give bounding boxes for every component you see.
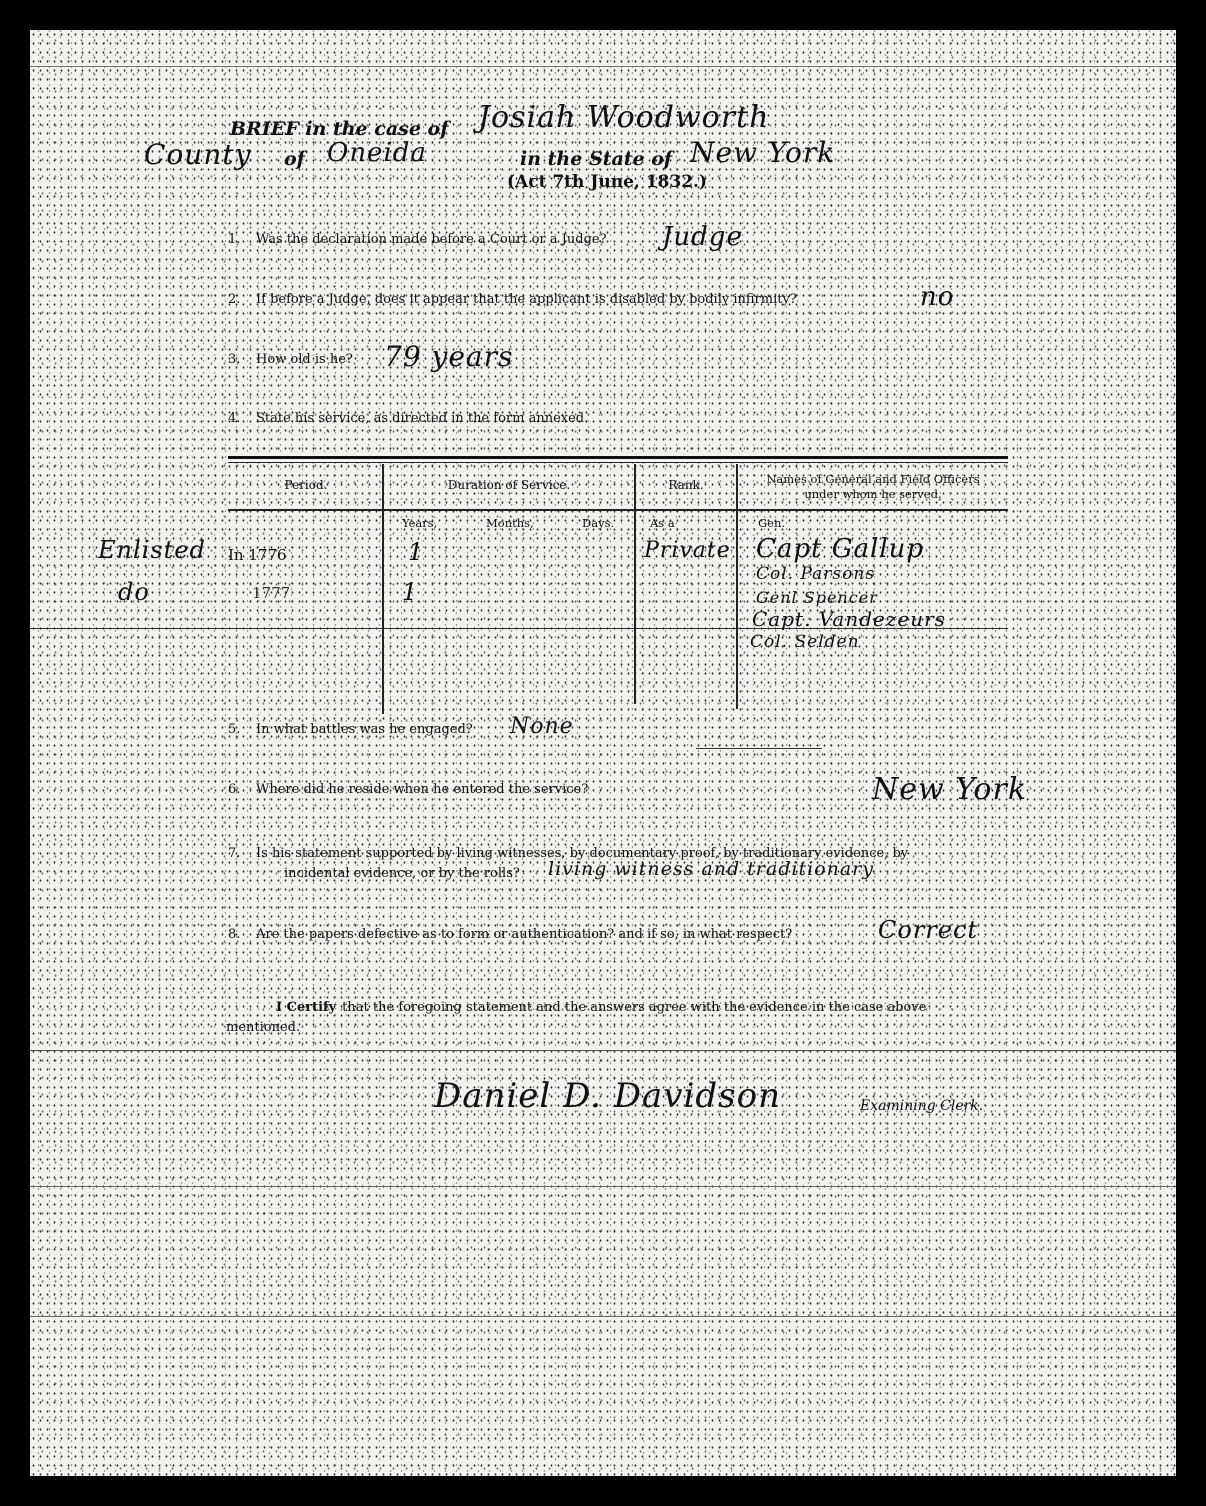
certification-text: that the foregoing statement and the answers agree with the evidence in the case above <box>342 1000 927 1015</box>
question-5-text: In what battles was he engaged? <box>256 722 473 737</box>
subheader-years: Years, <box>402 516 438 530</box>
act-line: (Act 7th June, 1832.) <box>507 172 708 192</box>
table-col-divider-2 <box>634 464 636 704</box>
certification-line-1 <box>276 1000 926 1015</box>
question-4-text: State his service, as directed in the form annexed. <box>256 411 589 426</box>
question-7-text: Is his statement supported by living witnesses, by documentary proof, by traditionary evidence, by <box>256 846 909 861</box>
officer-3: Genl Spencer <box>756 588 878 607</box>
subheader-months: Months, <box>486 516 534 530</box>
table-header-rule <box>228 509 1008 511</box>
lower-rule-2 <box>30 1316 1176 1317</box>
answer-8: Correct <box>878 916 979 944</box>
answer-7: living witness and traditionary <box>548 858 874 880</box>
top-rule <box>30 66 1176 67</box>
row-1-period: In 1776 <box>228 546 287 564</box>
question-8: 8. Are the papers defective as to form or authentication? and if so, in what respect? <box>228 927 793 942</box>
clerk-signature: Daniel D. Davidson <box>434 1076 781 1116</box>
state-prefix: in the State of <box>520 148 673 170</box>
question-5: 5. In what battles was he engaged? <box>228 722 473 737</box>
row-2-period: 1777 <box>252 584 291 602</box>
of-label: of <box>284 148 305 170</box>
certify-lead: I Certify <box>276 1000 337 1015</box>
officer-5: Col. Selden <box>750 632 860 652</box>
document-page <box>30 30 1176 1476</box>
row-1-years: 1 <box>408 538 425 566</box>
question-2: 2. If before a Judge, does it appear that the applicant is disabled by bodily infirmity? <box>228 292 797 307</box>
row-2-note: do <box>118 578 150 606</box>
certification-rule <box>30 1050 1176 1051</box>
table-top-rule <box>228 456 1008 459</box>
question-3: 3. How old is he? <box>228 352 353 367</box>
answer-1: Judge <box>662 222 743 252</box>
clerk-title: Examining Clerk. <box>860 1098 984 1114</box>
question-6-text: Where did he reside when he entered the service? <box>256 782 589 797</box>
subheader-gen: Gen. <box>758 516 786 530</box>
q5-rule <box>696 748 822 749</box>
claimant-name: Josiah Woodworth <box>478 100 770 135</box>
answer-2: no <box>920 282 955 312</box>
header-period: Period. <box>284 478 328 492</box>
question-8-text: Are the papers defective as to form or authentication? and if so, in what respect? <box>256 927 793 942</box>
subheader-as-a: As a <box>650 516 675 530</box>
officer-1: Capt Gallup <box>756 534 925 564</box>
question-1-text: Was the declaration made before a Court or a Judge? <box>256 232 607 247</box>
row-1-note: Enlisted <box>98 536 206 564</box>
table-top-rule-2 <box>228 462 1008 463</box>
header-officers-line1: Names of General and Field Officers <box>766 472 980 486</box>
table-col-divider-1 <box>382 464 384 714</box>
state-name: New York <box>690 136 836 169</box>
row-2-years: 1 <box>402 578 419 606</box>
row-1-rank: Private <box>644 538 731 563</box>
officer-4: Capt. Vandezeurs <box>752 607 946 631</box>
question-7: 7. Is his statement supported by living witnesses, by documentary proof, by traditionary evidence, by <box>228 846 909 861</box>
header-rank: Rank. <box>668 478 704 492</box>
header-officers-line2: under whom he served. <box>804 487 942 501</box>
question-7-text-line2: incidental evidence, or by the rolls? <box>284 866 520 881</box>
brief-prefix: BRIEF in the case of <box>230 118 449 140</box>
brief-title <box>230 118 448 140</box>
lower-rule-1 <box>30 1186 1176 1187</box>
county-label: County <box>144 138 252 171</box>
question-1: 1. Was the declaration made before a Court or a Judge? <box>228 232 607 247</box>
officer-2: Col. Parsons <box>756 564 876 584</box>
question-3-text: How old is he? <box>256 352 353 367</box>
certification-line-2: mentioned. <box>226 1020 301 1035</box>
county-name: Oneida <box>327 138 427 168</box>
answer-5: None <box>510 714 574 739</box>
subheader-days: Days. <box>582 516 615 530</box>
header-duration: Duration of Service. <box>447 478 571 492</box>
question-2-text: If before a Judge, does it appear that the applicant is disabled by bodily infirmity? <box>256 292 797 307</box>
answer-3: 79 years <box>384 340 514 373</box>
question-4: 4. State his service, as directed in the form annexed. <box>228 411 589 426</box>
question-6: 6. Where did he reside when he entered the service? <box>228 782 589 797</box>
answer-6: New York <box>872 772 1027 807</box>
